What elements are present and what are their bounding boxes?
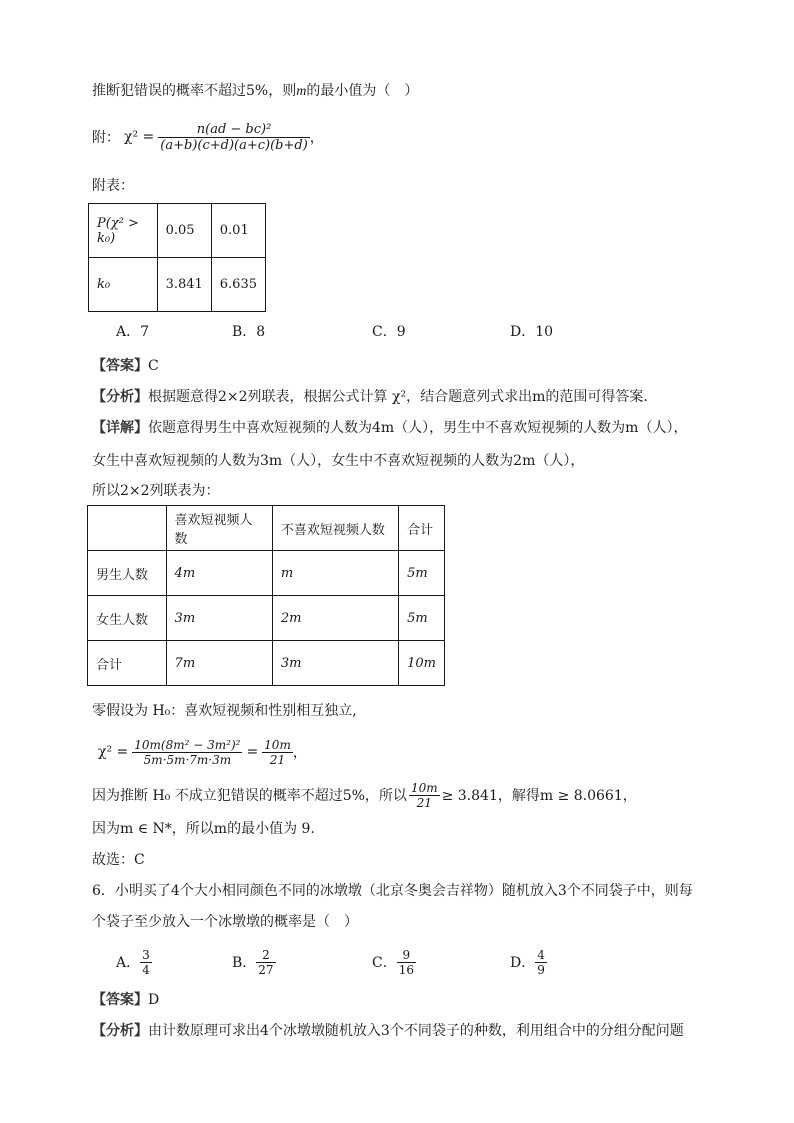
answer-value: D xyxy=(148,992,160,1008)
q6-option-d xyxy=(510,942,547,982)
q5-detail-line2: 女生中喜欢短视频的人数为3m（人），女生中不喜欢短视频的人数为2m（人）， xyxy=(92,453,585,469)
attach-label: 附： xyxy=(92,130,120,146)
formula-denominator: (a+b)(c+d)(a+c)(b+d) xyxy=(160,137,308,153)
answer-tag: 【答案】 xyxy=(92,992,148,1008)
option-denominator: 27 xyxy=(258,962,274,977)
reason-fraction xyxy=(409,781,440,810)
table-cell: 6.635 xyxy=(211,258,265,312)
option-denominator: 4 xyxy=(142,962,150,977)
option-label: C． xyxy=(372,955,397,971)
formula-fraction xyxy=(158,122,310,153)
h0-line: 零假设为 H₀：喜欢短视频和性别相互独立, xyxy=(92,703,357,719)
analysis-text: 由计数原理可求出4个冰墩墩随机放入3个不同袋子的种数，利用组合中的分组分配问题 xyxy=(148,1023,684,1039)
ctable-header-cell: 合计 xyxy=(399,506,445,551)
ctable-header-cell xyxy=(88,506,167,551)
table-label: 附表： xyxy=(92,178,134,194)
ctable-cell: 5m xyxy=(399,551,445,596)
option-fraction xyxy=(535,948,547,977)
option-denominator: 16 xyxy=(398,962,414,977)
nat-line: 因为m ∈ N*，所以m的最小值为 9. xyxy=(92,821,315,837)
ctable-row-head: 女生人数 xyxy=(88,596,167,641)
formula-numerator: n(ad − bc)² xyxy=(196,121,272,137)
ctable-cell: 4m xyxy=(166,551,272,596)
option-label: A． xyxy=(116,955,141,971)
answer-tag: 【答案】 xyxy=(92,358,148,374)
reason-denominator: 21 xyxy=(409,795,440,810)
option-denominator: 9 xyxy=(537,962,545,977)
ctable-cell: 5m xyxy=(399,596,445,641)
ctable-header-cell: 喜欢短视频人数 xyxy=(166,506,272,551)
ctable-cell: 2m xyxy=(272,596,398,641)
q5-detail-line1 xyxy=(92,418,687,438)
chi-fraction xyxy=(132,738,242,767)
chi-equals: = xyxy=(246,744,259,760)
q5-attached-formula xyxy=(92,116,324,158)
ctable-row-head: 男生人数 xyxy=(88,551,167,596)
q6-analysis xyxy=(92,1021,684,1041)
q6-option-b xyxy=(232,942,276,982)
option-numerator: 4 xyxy=(537,947,545,962)
formula-tail: ， xyxy=(309,130,324,146)
chi-lhs: χ² = xyxy=(98,744,129,760)
chi-numerator: 10m(8m² − 3m²)² xyxy=(134,737,241,752)
ctable-cell: m xyxy=(272,551,398,596)
choose-line: 故选：C xyxy=(92,852,145,868)
option-label: D． xyxy=(510,955,536,971)
analysis-tag: 【分析】 xyxy=(92,1023,148,1039)
chi-result-denominator: 21 xyxy=(262,752,293,767)
reason-line xyxy=(92,775,637,815)
contingency-table xyxy=(87,505,445,686)
q5-stem-text-a: 推断犯错误的概率不超过5%，则 xyxy=(92,83,297,99)
option-label: B． xyxy=(232,955,257,971)
table-head-k0: k₀ xyxy=(89,258,158,312)
chi-denominator: 5m·5m·7m·3m xyxy=(132,752,242,767)
ctable-header-cell: 不喜欢短视频人数 xyxy=(272,506,398,551)
option-numerator: 2 xyxy=(262,947,270,962)
table-cell: 3.841 xyxy=(157,258,211,312)
answer-value: C xyxy=(148,358,159,374)
q6-stem-line2: 个袋子至少放入一个冰墩墩的概率是（ ） xyxy=(92,914,358,930)
option-fraction xyxy=(256,948,275,977)
q5-stem-text-b: 的最小值为（ ） xyxy=(306,83,419,99)
detail-text-1: 依题意得男生中喜欢短视频的人数为4m（人），男生中不喜欢短视频的人数为m（人）， xyxy=(148,420,688,436)
q5-answer xyxy=(92,356,159,376)
chi-tail: ， xyxy=(292,745,307,761)
analysis-text: 根据题意得2×2列联表，根据公式计算 χ²，结合题意列式求出m的范围可得答案. xyxy=(148,389,648,405)
q5-detail-line3: 所以2×2列联表为： xyxy=(92,483,220,499)
ctable-cell: 3m xyxy=(166,596,272,641)
chi-result-fraction xyxy=(262,738,293,767)
q5-stem-var: m xyxy=(296,84,307,99)
reason-numerator: 10m xyxy=(410,780,438,795)
q5-analysis xyxy=(92,387,648,407)
ctable-cell: 7m xyxy=(166,641,272,686)
q5-option-b: B．8 xyxy=(232,324,266,340)
ctable-row-head: 合计 xyxy=(88,641,167,686)
chi-square-calc xyxy=(98,731,307,773)
option-numerator: 9 xyxy=(402,947,411,962)
q6-option-a xyxy=(116,942,152,982)
option-fraction xyxy=(397,948,416,977)
ctable-cell: 10m xyxy=(399,641,445,686)
chi-result-numerator: 10m xyxy=(264,737,291,752)
ctable-cell: 3m xyxy=(272,641,398,686)
option-fraction xyxy=(140,948,152,977)
q5-option-a: A．7 xyxy=(116,324,150,340)
option-numerator: 3 xyxy=(142,947,150,962)
critical-value-table xyxy=(88,203,266,312)
formula-lhs: χ² = xyxy=(124,129,155,145)
detail-tag: 【详解】 xyxy=(92,420,148,436)
q5-stem-line xyxy=(92,81,418,102)
reason-text-a: 因为推断 H₀ 不成立犯错误的概率不超过5%，所以 xyxy=(92,788,407,804)
table-cell: 0.01 xyxy=(211,204,265,258)
q5-option-d: D．10 xyxy=(510,324,554,340)
reason-text-b: ≥ 3.841，解得m ≥ 8.0661， xyxy=(441,788,637,804)
q6-answer xyxy=(92,990,159,1010)
table-cell: 0.05 xyxy=(157,204,211,258)
q5-option-c: C．9 xyxy=(372,324,406,340)
q6-stem-line1: 6．小明买了4个大小相同颜色不同的冰墩墩（北京冬奥会吉祥物）随机放入3个不同袋子中，则每 xyxy=(92,883,693,899)
table-head-p: P(χ² > k₀) xyxy=(89,204,158,258)
q6-option-c xyxy=(372,942,416,982)
analysis-tag: 【分析】 xyxy=(92,389,148,405)
